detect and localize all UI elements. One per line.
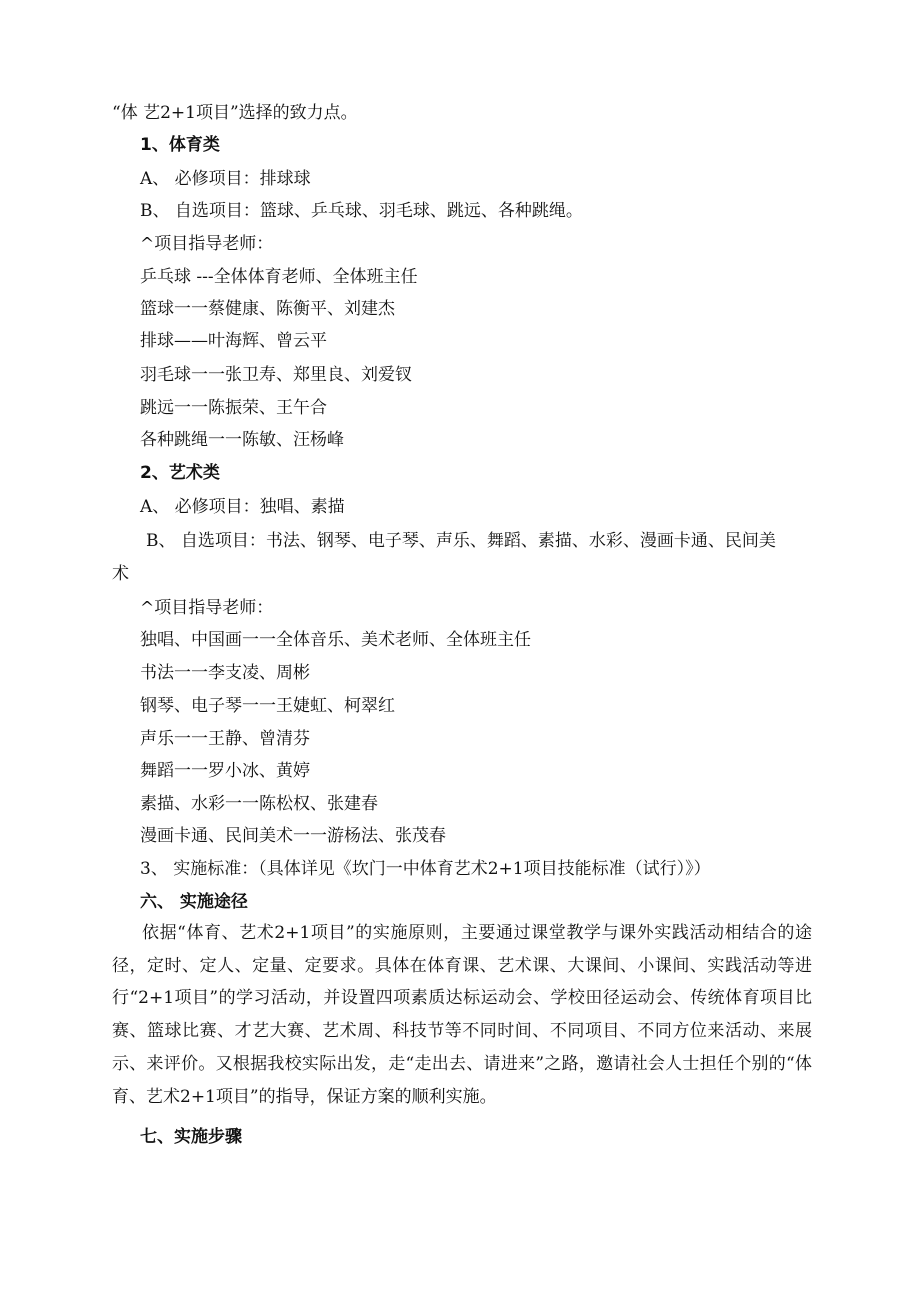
sport-teacher-item: 跳远一一陈振荣、王午合 bbox=[140, 398, 327, 418]
art-teacher-item: 舞蹈一一罗小冰、黄婷 bbox=[140, 761, 310, 781]
sport-heading: 1、体育类 bbox=[140, 135, 220, 155]
sport-teacher-item: 排球——叶海辉、曾云平 bbox=[140, 331, 327, 351]
art-optional-line2: 术 bbox=[112, 564, 129, 584]
sport-optional: B、 自选项目：篮球、乒乓球、羽毛球、跳远、各种跳绳。 bbox=[140, 201, 583, 221]
art-teachers-label: ^项目指导老师： bbox=[140, 598, 274, 618]
section6-paragraph-block bbox=[112, 917, 812, 1113]
sport-teacher-item: 篮球一一蔡健康、陈衡平、刘建杰 bbox=[140, 299, 395, 319]
section6-paragraph: 依据“体育、艺术2+1项目”的实施原则，主要通过课堂教学与课外实践活动相结合的途径，定时、定人、定量、定要求。具体在体育课、艺术课、大课间、小课间、实践活动等进行“2+1项目”的学习活动，并设置四项素质达标运动会、学校田径运动会、传统体育项目比赛、篮球比赛、才艺大赛、艺术周、科技节等不同时间、不同项目、不同方位来活动、来展示、来评价。又根据我校实际出发，走“走出去、请进来”之路，邀请社会人士担任个别的“体育、艺术2+1项目”的指导，保证方案的顺利实施。 bbox=[112, 923, 812, 1107]
sport-teachers-label: ^项目指导老师： bbox=[140, 234, 274, 254]
intro-line: “体 艺2+1项目”选择的致力点。 bbox=[112, 103, 358, 123]
art-teacher-item: 声乐一一王静、曾清芬 bbox=[140, 729, 310, 749]
sport-teacher-item: 羽毛球一一张卫寿、郑里良、刘爱钗 bbox=[140, 365, 412, 385]
standard-line: 3、 实施标准：（具体详见《坎门一中体育艺术2+1项目技能标准（试行）》） bbox=[140, 859, 711, 879]
section6-heading: 六、 实施途径 bbox=[140, 892, 248, 912]
art-optional-line1: B、 自选项目：书法、钢琴、电子琴、声乐、舞蹈、素描、水彩、漫画卡通、民间美 bbox=[146, 531, 776, 551]
sport-required: A、 必修项目：排球球 bbox=[140, 169, 311, 189]
section7-heading: 七、实施步骤 bbox=[140, 1127, 242, 1147]
sport-teacher-item: 乒乓球 ---全体体育老师、全体班主任 bbox=[140, 267, 418, 287]
art-teacher-item: 书法一一李支凌、周彬 bbox=[140, 663, 310, 683]
art-heading: 2、艺术类 bbox=[140, 463, 220, 483]
art-teacher-item: 素描、水彩一一陈松权、张建春 bbox=[140, 794, 378, 814]
art-teacher-item: 漫画卡通、民间美术一一游杨法、张茂春 bbox=[140, 826, 446, 846]
art-required: A、 必修项目：独唱、素描 bbox=[140, 497, 345, 517]
art-teacher-item: 独唱、中国画一一全体音乐、美术老师、全体班主任 bbox=[140, 630, 531, 650]
art-teacher-item: 钢琴、电子琴一一王婕虹、柯翠红 bbox=[140, 696, 395, 716]
sport-teacher-item: 各种跳绳一一陈敏、汪杨峰 bbox=[140, 430, 344, 450]
